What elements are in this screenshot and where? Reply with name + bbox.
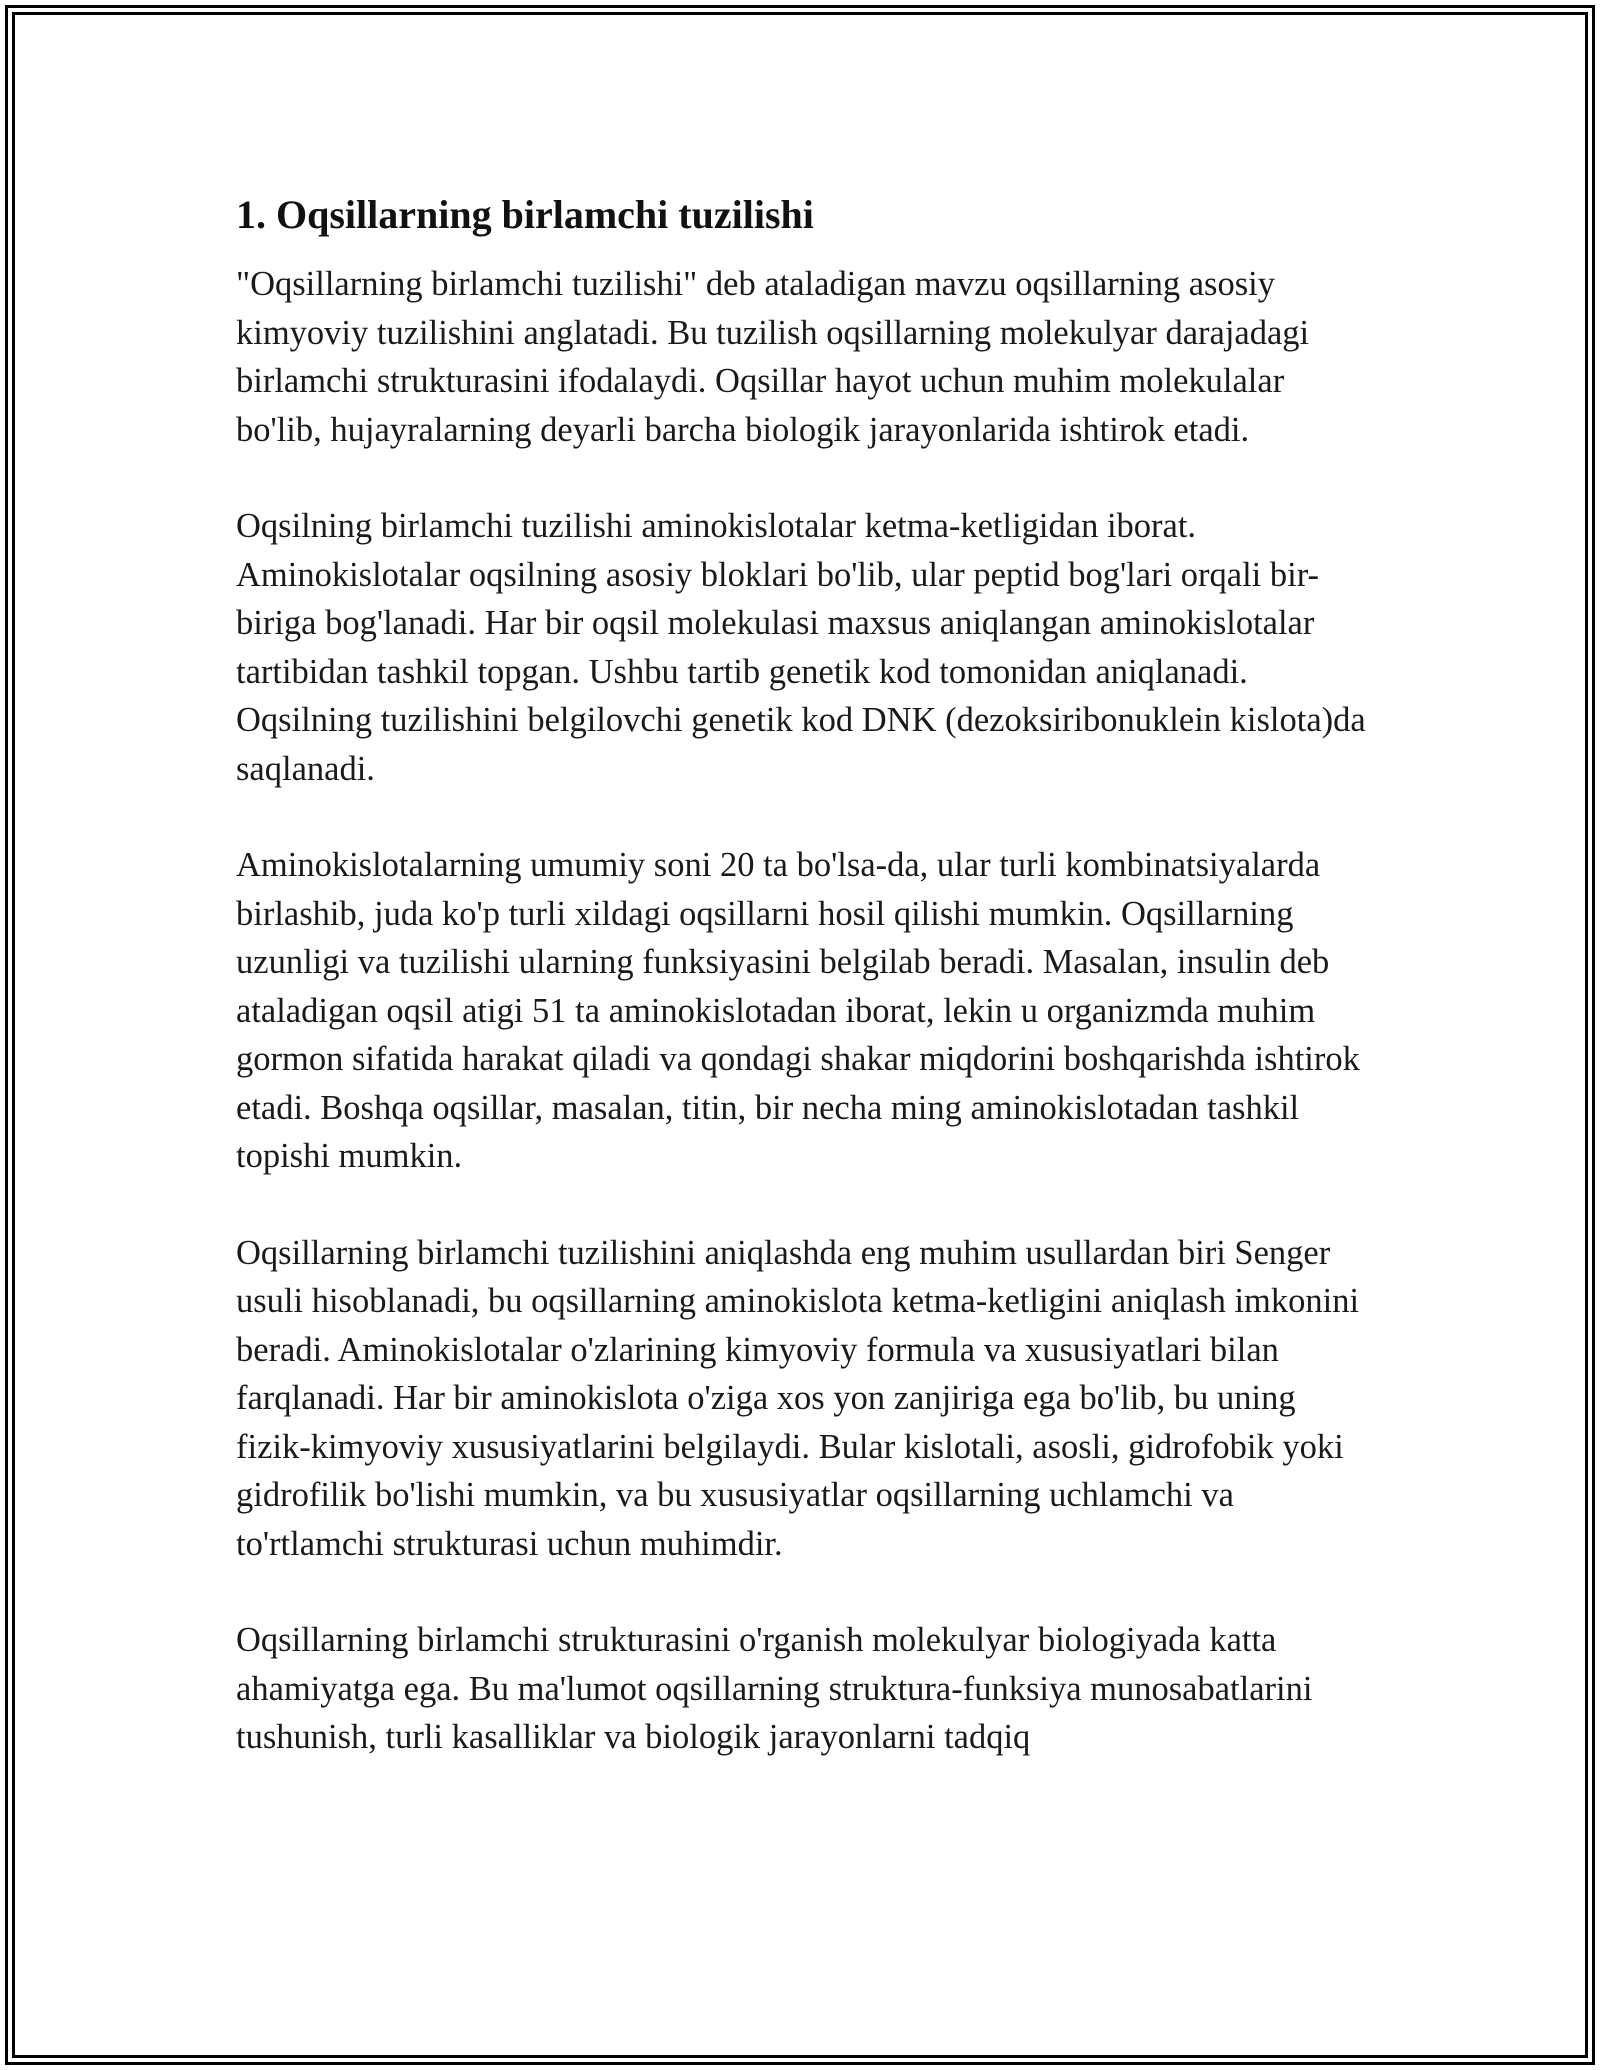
paragraph-2: Oqsilning birlamchi tuzilishi aminokislotalar ketma-ketligidan iborat. Aminokislotalar oqsilning asosiy bloklari bo'lib, ular peptid bog'lari orqali bir-biriga bog'lanadi. Har bir oqsil molekulasi maxsus aniqlangan aminokislotalar tartibidan tashkil topgan. Ushbu tartib genetik kod tomonidan aniqlanadi. Oqsilning tuzilishini belgilovchi genetik kod DNK (dezoksiribonuklein kislota)da saqlanadi.	[236, 507, 1366, 788]
paragraph-4: Oqsillarning birlamchi tuzilishini aniqlashda eng muhim usullardan biri Senger usuli hisoblanadi, bu oqsillarning aminokislota ketma-ketligini aniqlash imkonini beradi. Aminokislotalar o'zlarining kimyoviy formula va xususiyatlari bilan farqlanadi. Har bir aminokislota o'ziga xos yon zanjiriga ega bo'lib, bu uning fizik-kimyoviy xususiyatlarini belgilaydi. Bular kislotali, asosli, gidrofobik yoki gidrofilik bo'lishi mumkin, va bu xususiyatlar oqsillarning uchlamchi va to'rtlamchi strukturasi uchun muhimdir.	[236, 1233, 1360, 1563]
document-body	[236, 190, 1376, 1810]
paragraph-3: Aminokislotalarning umumiy soni 20 ta bo'lsa-da, ular turli kombinatsiyalarda birlashib, juda ko'p turli xildagi oqsillarni hosil qilishi mumkin. Oqsillarning uzunligi va tuzilishi ularning funksiyasini belgilab beradi. Masalan, insulin deb ataladigan oqsil atigi 51 ta aminokislotadan iborat, lekin u organizmda muhim gormon sifatida harakat qiladi va qondagi shakar miqdorini boshqarishda ishtirok etadi. Boshqa oqsillar, masalan, titin, bir necha ming aminokislotadan tashkil topishi mumkin.	[236, 846, 1360, 1175]
section-heading: 1. Oqsillarning birlamchi tuzilishi	[236, 192, 814, 237]
paragraph-5: Oqsillarning birlamchi strukturasini o'rganish molekulyar biologiyada katta ahamiyatga ega. Bu ma'lumot oqsillarning struktura-funksiya munosabatlarini tushunish, turli kasalliklar va biologik jarayonlarni tadqiq	[236, 1621, 1313, 1756]
paragraph-1: "Oqsillarning birlamchi tuzilishi" deb ataladigan mavzu oqsillarning asosiy kimyoviy tuzilishini anglatadi. Bu tuzilish oqsillarning molekulyar darajadagi birlamchi strukturasini ifodalaydi. Oqsillar hayot uchun muhim molekulalar bo'lib, hujayralarning deyarli barcha biologik jarayonlarida ishtirok etadi.	[236, 265, 1310, 449]
